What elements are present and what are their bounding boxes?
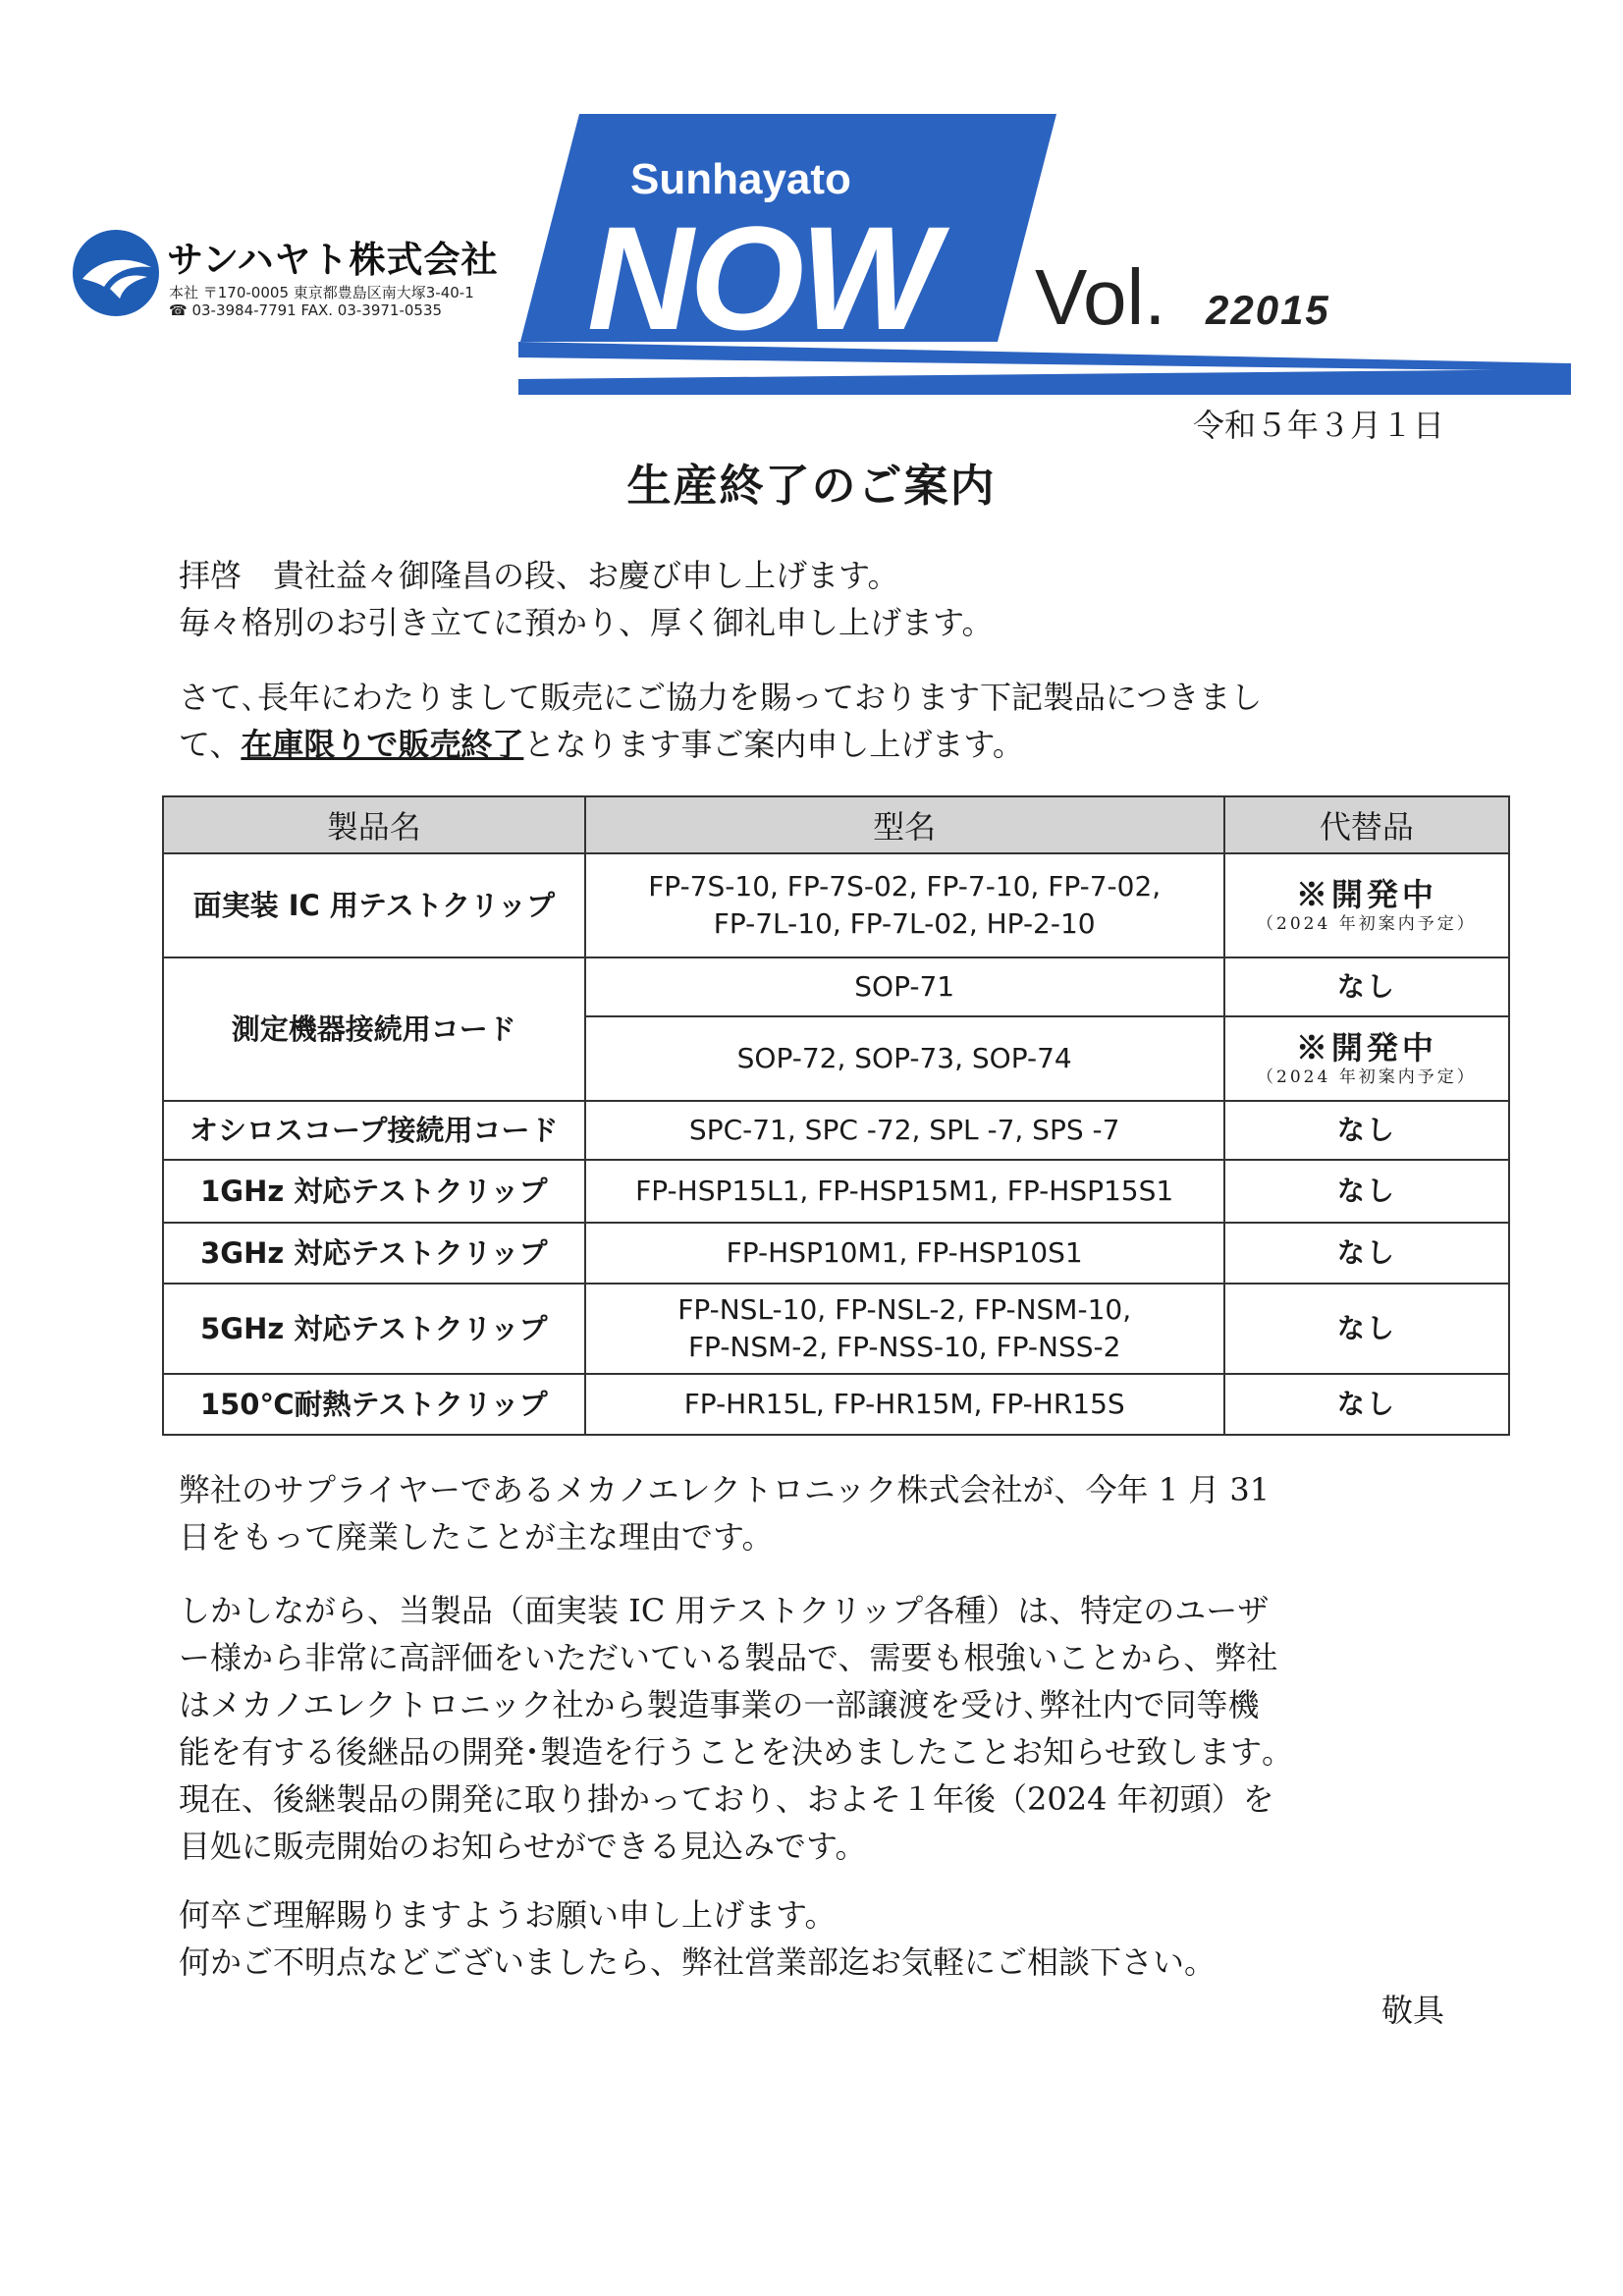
alternative: なし xyxy=(1224,957,1509,1016)
model-names: SOP-71 xyxy=(585,957,1224,1016)
product-name: 面実装 IC 用テストクリップ xyxy=(163,853,585,957)
company-address: 本社 〒170-0005 東京都豊島区南大塚3-40-1 xyxy=(169,284,474,301)
discontinuation-emphasis: 在庫限りで販売終了 xyxy=(241,726,524,763)
table-row xyxy=(163,1160,1509,1223)
brand-name: Sunhayato xyxy=(630,155,851,203)
alternative: なし xyxy=(1224,1223,1509,1284)
volume-label: Vol. xyxy=(1035,253,1166,341)
alternative xyxy=(1224,853,1509,957)
successor-line: 現在、後継製品の開発に取り掛かっており、およそ１年後（2024 年初頭）を xyxy=(179,1780,1274,1818)
greeting-line: 毎々格別のお引き立てに預かり、厚く御礼申し上げます。 xyxy=(179,604,994,641)
table-row xyxy=(163,853,1509,957)
alternative-status: ※開発中 xyxy=(1295,1029,1437,1066)
greeting-line: 拝啓 貴社益々御隆昌の段、お慶び申し上げます。 xyxy=(179,557,899,594)
model-names xyxy=(585,853,1224,957)
product-name: 測定機器接続用コード xyxy=(163,957,585,1101)
model-names: SPC-71, SPC -72, SPL -7, SPS -7 xyxy=(585,1101,1224,1160)
successor-line: 目処に販売開始のお知らせができる見込みです。 xyxy=(179,1828,867,1865)
model-names: FP-HSP10M1, FP-HSP10S1 xyxy=(585,1223,1224,1284)
table-header-row xyxy=(163,796,1509,853)
intro-line xyxy=(179,721,1445,768)
brand-now: NOW xyxy=(587,195,936,360)
model-line: FP-7L-10, FP-7L-02, HP-2-10 xyxy=(713,907,1096,940)
alternative-status: ※開発中 xyxy=(1295,876,1437,913)
model-line: FP-NSM-2, FP-NSS-10, FP-NSS-2 xyxy=(687,1331,1121,1363)
table-row xyxy=(163,1101,1509,1160)
table-row xyxy=(163,1223,1509,1284)
table-row xyxy=(163,957,1509,1016)
company-tel-fax: ☎ 03-3984-7791 FAX. 03-3971-0535 xyxy=(169,301,443,319)
sign-off: 敬具 xyxy=(1380,1992,1444,2029)
model-names: SOP-72, SOP-73, SOP-74 xyxy=(585,1016,1224,1101)
closing-line: 何卒ご理解賜りますようお願い申し上げます。 xyxy=(179,1896,837,1934)
alternative xyxy=(1224,1016,1509,1101)
reason-paragraph xyxy=(179,1466,1445,1560)
intro-text: て、 xyxy=(179,726,242,763)
successor-line: 能を有する後継品の開発･製造を行うことを決めましたことお知らせ致します｡ xyxy=(179,1733,1278,1771)
header-alternative: 代替品 xyxy=(1224,796,1509,853)
product-name: 150℃耐熱テストクリップ xyxy=(163,1374,585,1435)
alternative-note: （2024 年初案内予定） xyxy=(1257,914,1477,934)
document-title: 生産終了のご案内 xyxy=(626,460,997,512)
reason-line: 日をもって廃業したことが主な理由です。 xyxy=(179,1518,774,1556)
intro-text: となります事ご案内申し上げます。 xyxy=(523,726,1024,763)
table-row xyxy=(163,1284,1509,1374)
header-product-name: 製品名 xyxy=(163,796,585,853)
greeting-paragraph xyxy=(179,552,1445,646)
table-row xyxy=(163,1374,1509,1435)
reason-line: 弊社のサプライヤーであるメカノエレクトロニック株式会社が、今年 1 月 31 xyxy=(179,1471,1271,1508)
header-model-name: 型名 xyxy=(585,796,1224,853)
model-names: FP-HSP15L1, FP-HSP15M1, FP-HSP15S1 xyxy=(585,1160,1224,1223)
document-date: 令和５年３月１日 xyxy=(1192,407,1444,444)
product-name: 1GHz 対応テストクリップ xyxy=(163,1160,585,1223)
alternative: なし xyxy=(1224,1374,1509,1435)
alternative: なし xyxy=(1224,1284,1509,1374)
successor-line: ー様から非常に高評価をいただいている製品で、需要も根強いことから、弊社 xyxy=(179,1639,1278,1676)
successor-paragraph xyxy=(179,1587,1445,1870)
alternative: なし xyxy=(1224,1160,1509,1223)
model-line: FP-7S-10, FP-7S-02, FP-7-10, FP-7-02, xyxy=(648,870,1162,902)
company-logo-icon xyxy=(71,228,161,318)
closing-paragraph xyxy=(179,1891,1445,1986)
model-names: FP-HR15L, FP-HR15M, FP-HR15S xyxy=(585,1374,1224,1435)
intro-line: さて､長年にわたりまして販売にご協力を賜っております下記製品につきまし xyxy=(179,679,1263,716)
successor-line: しかしながら、当製品（面実装 IC 用テストクリップ各種）は、特定のユーザ xyxy=(179,1592,1270,1629)
model-names xyxy=(585,1284,1224,1374)
product-name: 3GHz 対応テストクリップ xyxy=(163,1223,585,1284)
closing-line: 何かご不明点などございましたら、弊社営業部迄お気軽にご相談下さい。 xyxy=(179,1943,1217,1981)
product-name: オシロスコープ接続用コード xyxy=(163,1101,585,1160)
alternative: なし xyxy=(1224,1101,1509,1160)
successor-line: はメカノエレクトロニック社から製造事業の一部譲渡を受け､弊社内で同等機 xyxy=(179,1686,1260,1723)
volume-number: 22015 xyxy=(1206,287,1330,333)
discontinued-products-table xyxy=(162,795,1510,1436)
model-line: FP-NSL-10, FP-NSL-2, FP-NSM-10, xyxy=(677,1293,1132,1326)
company-name: サンハヤト株式会社 xyxy=(167,239,499,281)
intro-paragraph xyxy=(179,674,1445,768)
alternative-note: （2024 年初案内予定） xyxy=(1257,1067,1477,1087)
product-name: 5GHz 対応テストクリップ xyxy=(163,1284,585,1374)
